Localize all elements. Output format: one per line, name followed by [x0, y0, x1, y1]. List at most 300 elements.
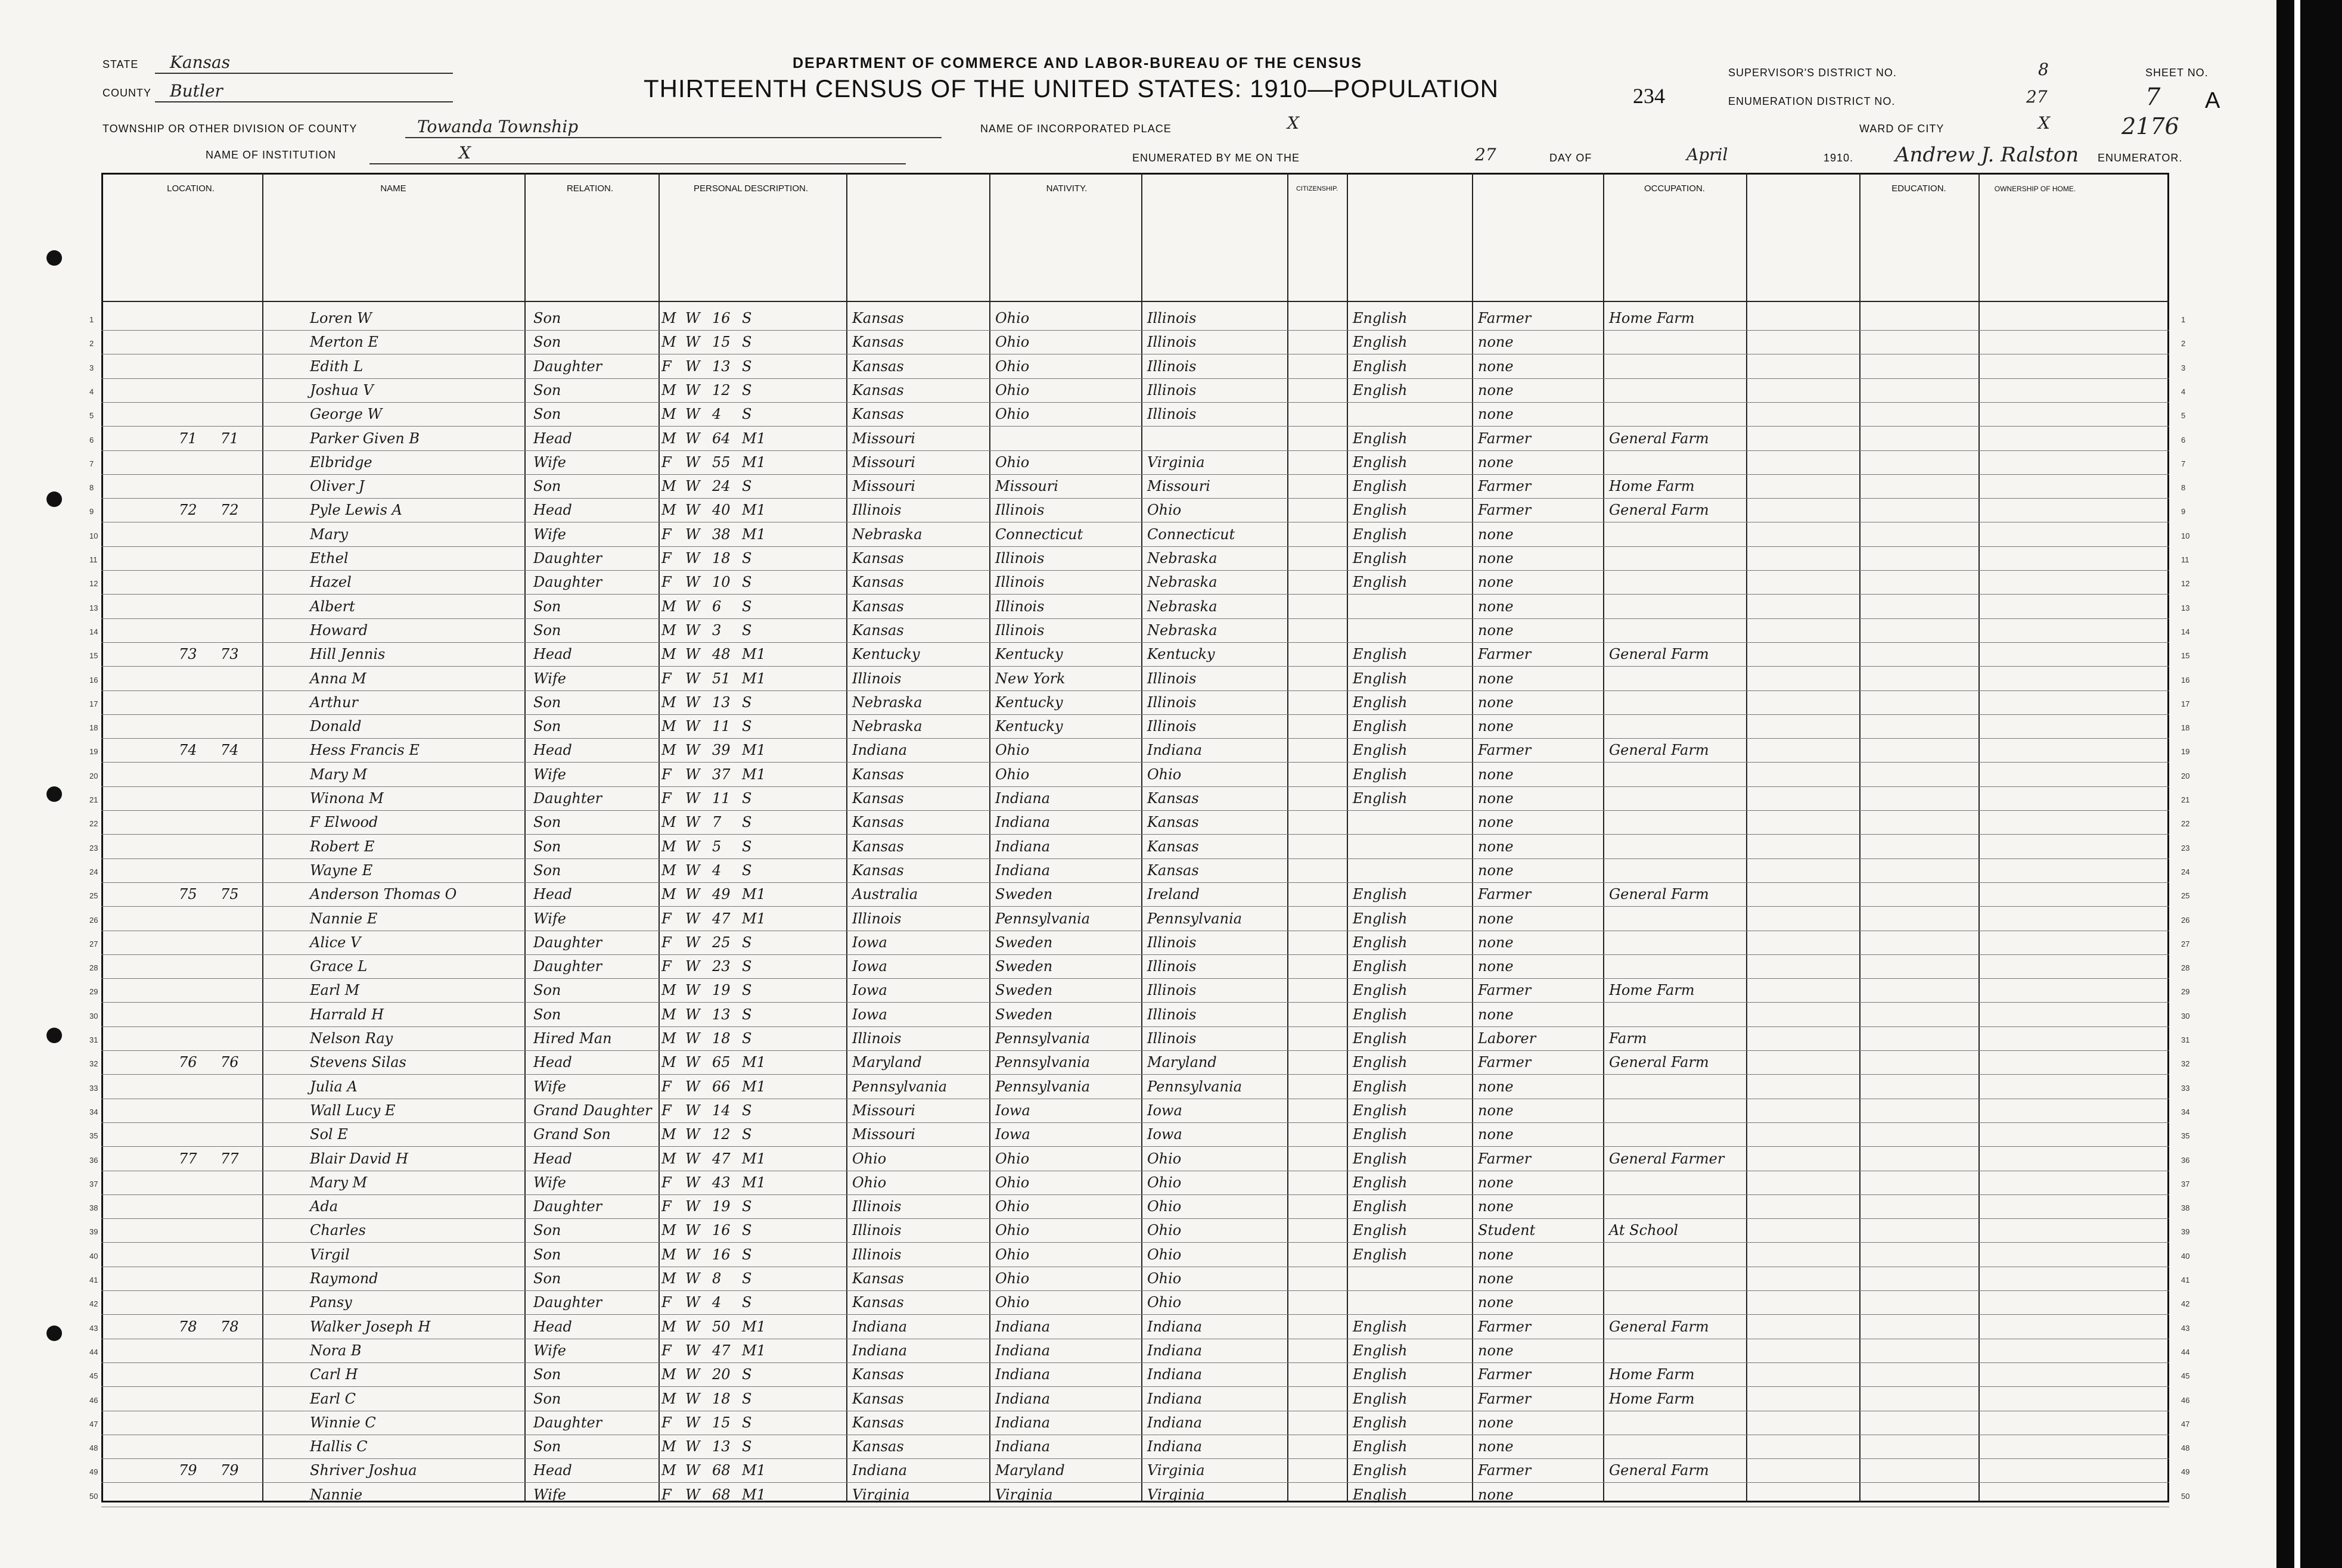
cell-rel: Wife	[533, 1486, 567, 1503]
cell-sex: M	[661, 1390, 676, 1407]
cell-sex: M	[661, 1270, 676, 1287]
cell-occ: none	[1478, 574, 1514, 590]
row-divider	[101, 1218, 2169, 1219]
cell-sex: M	[661, 1222, 676, 1239]
cell-name: Earl M	[310, 982, 360, 998]
cell-fam: 71	[220, 430, 239, 447]
line-number: 46	[89, 1396, 98, 1405]
row-divider	[101, 666, 2169, 667]
cell-birth: Kentucky	[852, 646, 920, 662]
cell-name: Joshua V	[310, 382, 374, 399]
line-number-right: 44	[2181, 1348, 2190, 1357]
sheet-label: SHEET NO.	[2145, 67, 2209, 79]
cell-age: 51	[712, 670, 731, 687]
cell-birth: Illinois	[852, 1030, 902, 1047]
cell-birth: Kansas	[852, 814, 904, 830]
row-divider	[101, 1386, 2169, 1387]
cell-name: Hallis C	[310, 1438, 368, 1455]
cell-sex: M	[661, 334, 676, 350]
line-number: 45	[89, 1371, 98, 1380]
cell-birth: Illinois	[852, 670, 902, 687]
enumerator-signature: Andrew J. Ralston	[1895, 143, 2079, 167]
cell-age: 40	[712, 502, 731, 518]
line-number: 35	[89, 1131, 98, 1140]
cell-mother: Ireland	[1147, 886, 1200, 903]
cell-lang: English	[1353, 1390, 1408, 1407]
cell-occ: Farmer	[1478, 478, 1532, 494]
cell-mother: Indiana	[1147, 1414, 1203, 1431]
cell-fam: 76	[220, 1054, 239, 1071]
cell-age: 47	[712, 910, 731, 927]
cell-dw: 78	[179, 1318, 197, 1335]
cell-occ: none	[1478, 862, 1514, 879]
line-number-right: 10	[2181, 531, 2190, 540]
cell-lang: English	[1353, 1174, 1408, 1191]
cell-rel: Daughter	[533, 958, 602, 975]
cell-rel: Son	[533, 334, 561, 350]
col-divider	[1141, 173, 1142, 1502]
cell-father: Ohio	[995, 742, 1030, 758]
cell-age: 4	[712, 862, 722, 879]
cell-age: 47	[712, 1342, 731, 1359]
township-underline	[405, 137, 942, 138]
cell-birth: Indiana	[852, 1342, 908, 1359]
cell-mother: Kansas	[1147, 790, 1199, 807]
cell-age: 24	[712, 478, 731, 494]
cell-mother: Virginia	[1147, 454, 1205, 471]
cell-fam: 73	[220, 646, 239, 662]
line-number-right: 9	[2181, 507, 2186, 516]
cell-name: Blair David H	[310, 1150, 409, 1167]
cell-sex: F	[661, 526, 672, 543]
row-divider	[101, 402, 2169, 403]
line-number: 23	[89, 844, 98, 853]
col-divider	[1472, 173, 1473, 1502]
cell-race: W	[685, 574, 700, 590]
col-header-relation: RELATION.	[566, 183, 614, 194]
line-number: 50	[89, 1492, 98, 1501]
cell-race: W	[685, 1102, 700, 1119]
cell-rel: Son	[533, 598, 561, 615]
cell-race: W	[685, 1414, 700, 1431]
line-number-right: 38	[2181, 1203, 2190, 1212]
cell-name: George W	[310, 406, 383, 422]
cell-name: Robert E	[310, 838, 375, 855]
cell-rel: Daughter	[533, 1198, 602, 1215]
supervisor-label: SUPERVISOR'S DISTRICT NO.	[1728, 67, 1897, 79]
punch-hole	[46, 1028, 62, 1043]
cell-birth: Kansas	[852, 622, 904, 639]
cell-lang: English	[1353, 1006, 1408, 1023]
cell-ms: S	[742, 1366, 752, 1383]
cell-ind: Home Farm	[1609, 310, 1695, 326]
cell-rel: Wife	[533, 670, 567, 687]
cell-birth: Missouri	[852, 1102, 915, 1119]
line-number-right: 29	[2181, 987, 2190, 996]
line-number: 19	[89, 747, 98, 756]
cell-ind: General Farm	[1609, 502, 1709, 518]
cell-rel: Head	[533, 430, 572, 447]
line-number-right: 3	[2181, 363, 2186, 372]
cell-dw: 79	[179, 1462, 197, 1479]
cell-sex: F	[661, 1342, 672, 1359]
cell-rel: Head	[533, 1318, 572, 1335]
cell-lang: English	[1353, 454, 1408, 471]
cell-father: Pennsylvania	[995, 1030, 1091, 1047]
cell-father: Kentucky	[995, 718, 1063, 735]
cell-name: Grace L	[310, 958, 368, 975]
cell-ms: M1	[742, 766, 766, 783]
cell-lang: English	[1353, 1126, 1408, 1143]
cell-race: W	[685, 1030, 700, 1047]
cell-race: W	[685, 478, 700, 494]
cell-birth: Missouri	[852, 430, 915, 447]
cell-name: Mary M	[310, 1174, 368, 1191]
col-divider	[846, 173, 847, 1502]
cell-race: W	[685, 334, 700, 350]
cell-father: Ohio	[995, 1198, 1030, 1215]
line-number-right: 37	[2181, 1180, 2190, 1189]
cell-rel: Son	[533, 982, 561, 998]
cell-name: Mary	[310, 526, 348, 543]
cell-father: Indiana	[995, 814, 1051, 830]
cell-mother: Nebraska	[1147, 550, 1217, 567]
cell-age: 48	[712, 646, 731, 662]
line-number: 21	[89, 795, 98, 804]
cell-race: W	[685, 1174, 700, 1191]
cell-mother: Virginia	[1147, 1486, 1205, 1503]
cell-ms: S	[742, 1126, 752, 1143]
line-number: 40	[89, 1252, 98, 1261]
cell-lang: English	[1353, 1246, 1408, 1263]
cell-lang: English	[1353, 1030, 1408, 1047]
col-header-personal: PERSONAL DESCRIPTION.	[694, 183, 808, 194]
cell-lang: English	[1353, 1078, 1408, 1095]
cell-rel: Son	[533, 1222, 561, 1239]
cell-name: Walker Joseph H	[310, 1318, 431, 1335]
line-number-right: 16	[2181, 676, 2190, 685]
ward-value: X	[2038, 113, 2050, 133]
row-divider	[101, 906, 2169, 907]
cell-rel: Son	[533, 1270, 561, 1287]
cell-age: 43	[712, 1174, 731, 1191]
cell-father: Iowa	[995, 1126, 1030, 1143]
cell-ms: S	[742, 598, 752, 615]
cell-ms: S	[742, 1102, 752, 1119]
cell-occ: none	[1478, 814, 1514, 830]
cell-father: Maryland	[995, 1462, 1065, 1479]
cell-name: Mary M	[310, 766, 368, 783]
institution-underline	[369, 163, 906, 164]
cell-lang: English	[1353, 1318, 1408, 1335]
cell-lang: English	[1353, 478, 1408, 494]
cell-race: W	[685, 766, 700, 783]
cell-lang: English	[1353, 1102, 1408, 1119]
cell-rel: Daughter	[533, 1294, 602, 1311]
cell-sex: M	[661, 1462, 676, 1479]
row-divider	[101, 450, 2169, 451]
cell-name: Donald	[310, 718, 362, 735]
cell-father: Indiana	[995, 862, 1051, 879]
county-label: COUNTY	[102, 87, 151, 99]
row-divider	[101, 1026, 2169, 1027]
cell-mother: Indiana	[1147, 1438, 1203, 1455]
cell-dw: 75	[179, 886, 197, 903]
cell-sex: M	[661, 406, 676, 422]
cell-occ: Farmer	[1478, 1366, 1532, 1383]
cell-ind: Farm	[1609, 1030, 1647, 1047]
cell-ind: General Farmer	[1609, 1150, 1725, 1167]
col-divider	[1978, 173, 1980, 1502]
line-number: 17	[89, 699, 98, 708]
cell-age: 25	[712, 934, 731, 951]
line-number: 42	[89, 1299, 98, 1308]
cell-age: 13	[712, 694, 731, 711]
line-number: 5	[89, 411, 94, 420]
cell-sex: F	[661, 1102, 672, 1119]
cell-occ: none	[1478, 406, 1514, 422]
cell-rel: Hired Man	[533, 1030, 612, 1047]
cell-race: W	[685, 982, 700, 998]
cell-age: 38	[712, 526, 731, 543]
cell-occ: none	[1478, 526, 1514, 543]
cell-sex: M	[661, 886, 676, 903]
cell-rel: Wife	[533, 1078, 567, 1095]
cell-name: Carl H	[310, 1366, 358, 1383]
cell-ms: M1	[742, 1462, 766, 1479]
line-number: 12	[89, 579, 98, 588]
line-number: 4	[89, 387, 94, 396]
cell-lang: English	[1353, 742, 1408, 758]
cell-occ: none	[1478, 622, 1514, 639]
cell-father: Missouri	[995, 478, 1058, 494]
cell-mother: Nebraska	[1147, 574, 1217, 590]
cell-mother: Indiana	[1147, 1366, 1203, 1383]
cell-occ: none	[1478, 598, 1514, 615]
cell-father: Illinois	[995, 598, 1045, 615]
line-number-right: 36	[2181, 1156, 2190, 1165]
cell-rel: Wife	[533, 1342, 567, 1359]
line-number-right: 14	[2181, 627, 2190, 636]
cell-mother: Ohio	[1147, 1150, 1182, 1167]
cell-sex: F	[661, 1198, 672, 1215]
day-label: DAY OF	[1549, 152, 1592, 164]
cell-age: 12	[712, 382, 731, 399]
cell-mother: Illinois	[1147, 358, 1197, 375]
cell-age: 13	[712, 1438, 731, 1455]
cell-mother: Ohio	[1147, 1222, 1182, 1239]
cell-lang: English	[1353, 790, 1408, 807]
cell-occ: none	[1478, 550, 1514, 567]
cell-ind: General Farm	[1609, 1318, 1709, 1335]
cell-ms: M1	[742, 430, 766, 447]
cell-birth: Kansas	[852, 550, 904, 567]
cell-lang: English	[1353, 1342, 1408, 1359]
line-number-right: 31	[2181, 1035, 2190, 1044]
cell-occ: none	[1478, 1294, 1514, 1311]
cell-ms: S	[742, 1270, 752, 1287]
cell-fam: 74	[220, 742, 239, 758]
line-number: 25	[89, 891, 98, 900]
cell-ms: M1	[742, 526, 766, 543]
col-divider	[1287, 173, 1288, 1502]
cell-father: Sweden	[995, 958, 1053, 975]
cell-mother: Connecticut	[1147, 526, 1235, 543]
cell-occ: Farmer	[1478, 646, 1532, 662]
cell-lang: English	[1353, 670, 1408, 687]
cell-rel: Son	[533, 718, 561, 735]
cell-race: W	[685, 382, 700, 399]
cell-occ: none	[1478, 1102, 1514, 1119]
line-number: 9	[89, 507, 94, 516]
sheet-letter: A	[2205, 88, 2221, 113]
cell-occ: none	[1478, 1414, 1514, 1431]
ward-label: WARD OF CITY	[1859, 123, 1945, 135]
cell-lang: English	[1353, 334, 1408, 350]
cell-name: Nannie	[310, 1486, 363, 1503]
cell-sex: F	[661, 1078, 672, 1095]
month-value: April	[1686, 145, 1728, 164]
line-number: 39	[89, 1227, 98, 1236]
cell-ms: M1	[742, 1486, 766, 1503]
line-number-right: 18	[2181, 723, 2190, 732]
cell-lang: English	[1353, 934, 1408, 951]
cell-father: Pennsylvania	[995, 1078, 1091, 1095]
row-divider	[101, 1122, 2169, 1123]
cell-birth: Virginia	[852, 1486, 910, 1503]
enumerated-label: ENUMERATED BY ME ON THE	[1132, 152, 1300, 164]
cell-rel: Grand Daughter	[533, 1102, 652, 1119]
cell-race: W	[685, 646, 700, 662]
cell-mother: Illinois	[1147, 310, 1197, 326]
cell-father: Ohio	[995, 1270, 1030, 1287]
cell-rel: Son	[533, 1246, 561, 1263]
cell-ms: S	[742, 358, 752, 375]
cell-rel: Son	[533, 694, 561, 711]
line-number: 43	[89, 1324, 98, 1333]
cell-father: Ohio	[995, 310, 1030, 326]
cell-father: Ohio	[995, 1222, 1030, 1239]
cell-ms: M1	[742, 742, 766, 758]
cell-ms: S	[742, 1390, 752, 1407]
row-divider	[101, 570, 2169, 571]
cell-ms: S	[742, 790, 752, 807]
cell-lang: English	[1353, 910, 1408, 927]
cell-age: 18	[712, 1390, 731, 1407]
cell-birth: Kansas	[852, 1270, 904, 1287]
row-divider	[101, 1314, 2169, 1315]
line-number-right: 12	[2181, 579, 2190, 588]
cell-name: Loren W	[310, 310, 372, 326]
cell-birth: Missouri	[852, 454, 915, 471]
cell-sex: M	[661, 718, 676, 735]
cell-ind: General Farm	[1609, 1462, 1709, 1479]
col-divider	[989, 173, 990, 1502]
county-value: Butler	[170, 81, 223, 101]
state-underline	[155, 73, 453, 74]
cell-rel: Head	[533, 502, 572, 518]
row-divider	[101, 714, 2169, 715]
cell-occ: none	[1478, 454, 1514, 471]
cell-rel: Head	[533, 886, 572, 903]
line-number-right: 42	[2181, 1299, 2190, 1308]
line-number: 49	[89, 1467, 98, 1476]
cell-dw: 74	[179, 742, 197, 758]
line-number-right: 20	[2181, 771, 2190, 780]
cell-occ: none	[1478, 766, 1514, 783]
punch-hole	[46, 491, 62, 507]
cell-rel: Son	[533, 1438, 561, 1455]
cell-birth: Maryland	[852, 1054, 922, 1071]
line-number-right: 15	[2181, 651, 2190, 660]
cell-rel: Wife	[533, 1174, 567, 1191]
cell-occ: none	[1478, 910, 1514, 927]
scan-edge-line	[2294, 0, 2300, 1568]
cell-occ: none	[1478, 1078, 1514, 1095]
line-number-right: 21	[2181, 795, 2190, 804]
cell-birth: Iowa	[852, 1006, 887, 1023]
cell-father: Kentucky	[995, 646, 1063, 662]
cell-age: 14	[712, 1102, 731, 1119]
line-number: 6	[89, 435, 94, 444]
cell-rel: Son	[533, 406, 561, 422]
cell-sex: F	[661, 454, 672, 471]
cell-father: Pennsylvania	[995, 1054, 1091, 1071]
cell-lang: English	[1353, 574, 1408, 590]
cell-dw: 77	[179, 1150, 197, 1167]
cell-birth: Illinois	[852, 910, 902, 927]
col-divider	[262, 173, 263, 1502]
cell-ms: S	[742, 478, 752, 494]
cell-mother: Kentucky	[1147, 646, 1215, 662]
line-number-right: 40	[2181, 1252, 2190, 1261]
cell-name: Wall Lucy E	[310, 1102, 396, 1119]
cell-name: Winona M	[310, 790, 384, 807]
cell-father: Kentucky	[995, 694, 1063, 711]
cell-rel: Son	[533, 1390, 561, 1407]
line-number-right: 22	[2181, 819, 2190, 828]
cell-rel: Daughter	[533, 934, 602, 951]
cell-birth: Kansas	[852, 358, 904, 375]
col-header-education: EDUCATION.	[1891, 183, 1946, 194]
cell-lang: English	[1353, 430, 1408, 447]
cell-occ: none	[1478, 1006, 1514, 1023]
cell-ms: M1	[742, 1150, 766, 1167]
cell-name: Ethel	[310, 550, 349, 567]
line-number: 1	[89, 315, 94, 324]
county-underline	[155, 101, 453, 102]
cell-sex: M	[661, 742, 676, 758]
cell-birth: Kansas	[852, 574, 904, 590]
cell-ms: M1	[742, 1342, 766, 1359]
cell-race: W	[685, 1150, 700, 1167]
cell-occ: none	[1478, 1438, 1514, 1455]
cell-race: W	[685, 1318, 700, 1335]
line-number: 27	[89, 939, 98, 948]
day-value: 27	[1475, 145, 1496, 164]
cell-birth: Kansas	[852, 1414, 904, 1431]
cell-rel: Head	[533, 646, 572, 662]
cell-rel: Head	[533, 742, 572, 758]
cell-rel: Grand Son	[533, 1126, 611, 1143]
row-divider	[101, 1194, 2169, 1195]
col-header-ownership: OWNERSHIP OF HOME.	[1994, 185, 2076, 193]
cell-race: W	[685, 1270, 700, 1287]
cell-birth: Ohio	[852, 1174, 887, 1191]
cell-rel: Daughter	[533, 358, 602, 375]
cell-sex: F	[661, 958, 672, 975]
cell-mother: Illinois	[1147, 718, 1197, 735]
